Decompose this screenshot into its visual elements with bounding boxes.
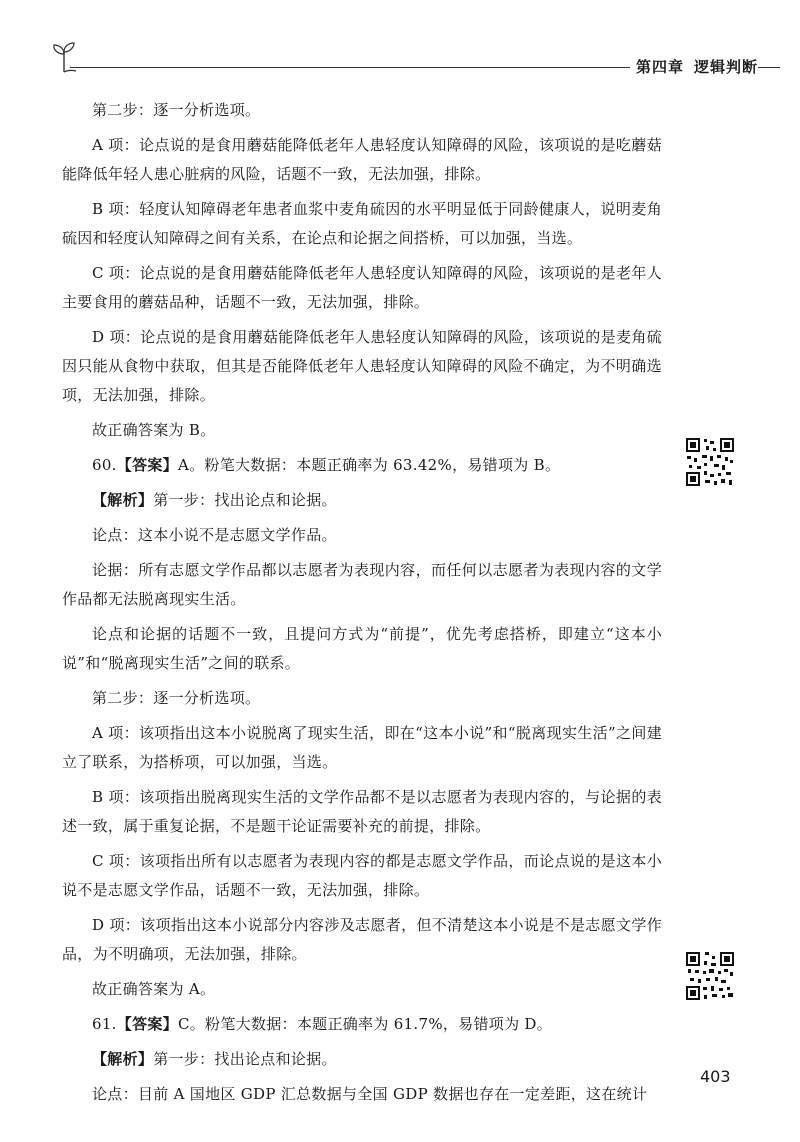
- paragraph: D 项：论点说的是食用蘑菇能降低老年人患轻度认知障碍的风险，该项说的是麦角硫因只能从食物中获取，但其是否能降低老年人患轻度认知障碍的风险不确定，为不明确选项，无法加强，排除。: [62, 328, 662, 404]
- page-body: [62, 96, 662, 1115]
- chapter-number: 第四章: [636, 58, 685, 76]
- paragraph: 论点：这本小说不是志愿文学作品。: [92, 526, 337, 544]
- analysis-label: 【解析】: [92, 1050, 154, 1068]
- paragraph: B 项：该项指出脱离现实生活的文学作品都不是以志愿者为表现内容的，与论据的表述一致，属于重复论据，不是题干论证需要补充的前提，排除。: [62, 788, 662, 835]
- paragraph: 论点和论据的话题不一致，且提问方式为“前提”，优先考虑搭桥，即建立“这本小说”和“脱离现实生活”之间的联系。: [62, 625, 662, 672]
- paragraph: C 项：论点说的是食用蘑菇能降低老年人患轻度认知障碍的风险，该项说的是老年人主要食用的蘑菇品种，话题不一致，无法加强，排除。: [62, 264, 662, 311]
- paragraph: 第二步：逐一分析选项。: [92, 689, 261, 707]
- paragraph: A 项：论点说的是食用蘑菇能降低老年人患轻度认知障碍的风险，该项说的是吃蘑菇能降低年轻人患心脏病的风险，话题不一致，无法加强，排除。: [62, 136, 662, 183]
- answer-line: 61.【答案】C。粉笔大数据：本题正确率为 61.7%，易错项为 D。: [92, 1015, 553, 1033]
- analysis-line: 【解析】第一步：找出论点和论据。: [92, 491, 337, 509]
- paragraph: 故正确答案为 A。: [92, 980, 216, 998]
- header-rule-left: [70, 67, 630, 68]
- question-number: 60.: [92, 456, 117, 474]
- question-number: 61.: [92, 1015, 117, 1033]
- header-rule-right: [758, 67, 780, 68]
- analysis-line: 【解析】第一步：找出论点和论据。: [92, 1050, 337, 1068]
- paragraph: 第二步：逐一分析选项。: [92, 101, 261, 119]
- paragraph: C 项：该项指出所有以志愿者为表现内容的都是志愿文学作品，而论点说的是这本小说不是志愿文学作品，话题不一致，无法加强，排除。: [62, 852, 662, 899]
- paragraph: A 项：该项指出这本小说脱离了现实生活，即在“这本小说”和“脱离现实生活”之间建立了联系，为搭桥项，可以加强，当选。: [62, 724, 662, 771]
- paragraph: D 项：该项指出这本小说部分内容涉及志愿者，但不清楚这本小说是不是志愿文学作品，为不明确项，无法加强，排除。: [62, 916, 662, 963]
- chapter-title: 逻辑判断: [694, 58, 759, 76]
- paragraph: 论点：目前 A 国地区 GDP 汇总数据与全国 GDP 数据也存在一定差距，这在统计: [92, 1085, 648, 1103]
- chapter-heading: [636, 56, 768, 77]
- paragraph: 故正确答案为 B。: [92, 421, 216, 439]
- analysis-label: 【解析】: [92, 491, 154, 509]
- answer-label: 【答案】: [116, 1015, 178, 1033]
- running-header: [40, 40, 762, 80]
- paragraph: 论据：所有志愿文学作品都以志愿者为表现内容，而任何以志愿者为表现内容的文学作品都无法脱离现实生活。: [62, 561, 662, 608]
- sprout-icon: [50, 40, 78, 78]
- answer-line: 60.【答案】A。粉笔大数据：本题正确率为 63.42%，易错项为 B。: [92, 456, 561, 474]
- qr-code-q61[interactable]: [684, 950, 736, 1002]
- paragraph: B 项：轻度认知障碍老年患者血浆中麦角硫因的水平明显低于同龄健康人，说明麦角硫因和轻度认知障碍之间有关系，在论点和论据之间搭桥，可以加强，当选。: [62, 200, 662, 247]
- qr-code-q60[interactable]: [684, 436, 736, 488]
- page-number: 403: [700, 1067, 731, 1086]
- answer-label: 【答案】: [116, 456, 178, 474]
